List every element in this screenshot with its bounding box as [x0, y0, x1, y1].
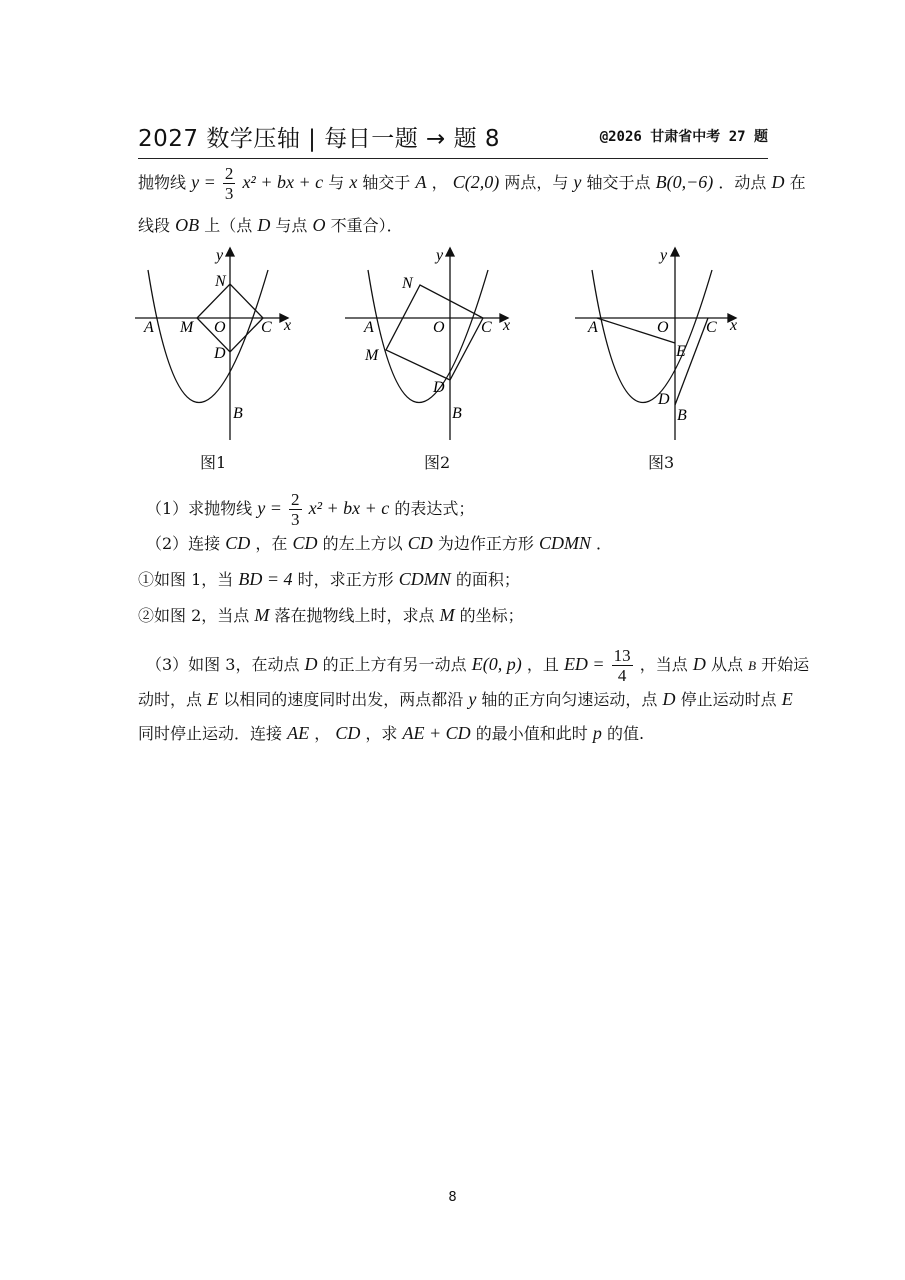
- page-title: 2027 数学压轴 | 每日一题 → 题 8: [138, 126, 501, 152]
- label-O: O: [657, 319, 669, 336]
- intro-line-2: 线段 OB 上（点 D 与点 O 不重合）．: [138, 215, 403, 235]
- label-A: A: [364, 319, 374, 336]
- fraction: $\frac{2}{3}$: [291, 490, 300, 529]
- source-note: @2026 甘肃省中考 27 题: [599, 129, 768, 145]
- intro-line-1: 抛物线 y = $\frac{2}{3}$ x² + bx + c 与 x 轴交于 A ， C(2,0) 两点，与 y 轴交于点 B(0,−6) ．动点 D 在: [138, 164, 806, 203]
- label-x: x: [284, 317, 292, 334]
- label-O: O: [214, 319, 226, 336]
- label-M: M: [180, 319, 194, 336]
- question-3-line-1: （3）如图 3，在动点 D 的正上方有另一动点 E(0, p) ，且 ED = $\frac{13}{4}$ ，当点 D 从点 B 开始运: [146, 646, 810, 685]
- label-x: x: [730, 317, 738, 334]
- page-number: 8: [448, 1190, 457, 1205]
- label-x: x: [503, 317, 511, 334]
- figure-2-caption: 图2: [424, 453, 451, 472]
- label-D: D: [658, 391, 670, 408]
- question-2-part-1: ①如图 1，当 BD = 4 时，求正方形 CDMN 的面积；: [138, 569, 520, 589]
- fraction: $\frac{13}{4}$: [613, 646, 631, 685]
- label-A: A: [588, 319, 598, 336]
- label-B: B: [452, 405, 462, 422]
- question-2: （2）连接 CD ，在 CD 的左上方以 CD 为边作正方形 CDMN ．: [146, 533, 613, 553]
- figure-3-caption: 图3: [648, 453, 675, 472]
- page-header: [138, 118, 768, 159]
- label-B: B: [233, 405, 243, 422]
- figure-2: [340, 240, 520, 450]
- label-y: y: [436, 247, 444, 264]
- question-2-part-2: ②如图 2，当点 M 落在抛物线上时，求点 M 的坐标；: [138, 605, 524, 625]
- label-O: O: [433, 319, 445, 336]
- label-C: C: [261, 319, 272, 336]
- question-1: （1）求抛物线 y = $\frac{2}{3}$ x² + bx + c 的表达式；: [146, 490, 475, 529]
- label-N: N: [215, 273, 226, 290]
- figure-3: [570, 240, 750, 450]
- label-E: E: [676, 343, 686, 360]
- label-B: B: [677, 407, 687, 424]
- label-N: N: [402, 275, 413, 292]
- question-3-line-3: 同时停止运动．连接 AE ， CD ，求 AE + CD 的最小值和此时 p 的值.: [138, 723, 645, 743]
- label-M: M: [365, 347, 379, 364]
- figure-1-caption: 图1: [200, 453, 227, 472]
- label-D: D: [433, 379, 445, 396]
- label-y: y: [660, 247, 668, 264]
- fraction: $\frac{2}{3}$: [224, 164, 234, 203]
- question-3-line-2: 动时，点 E 以相同的速度同时出发，两点都沿 y 轴的正方向匀速运动，点 D 停止运动时点 E: [138, 689, 793, 709]
- label-C: C: [481, 319, 492, 336]
- label-C: C: [706, 319, 717, 336]
- figure-1: [130, 240, 300, 450]
- label-y: y: [216, 247, 224, 264]
- label-D: D: [214, 345, 226, 362]
- label-A: A: [144, 319, 154, 336]
